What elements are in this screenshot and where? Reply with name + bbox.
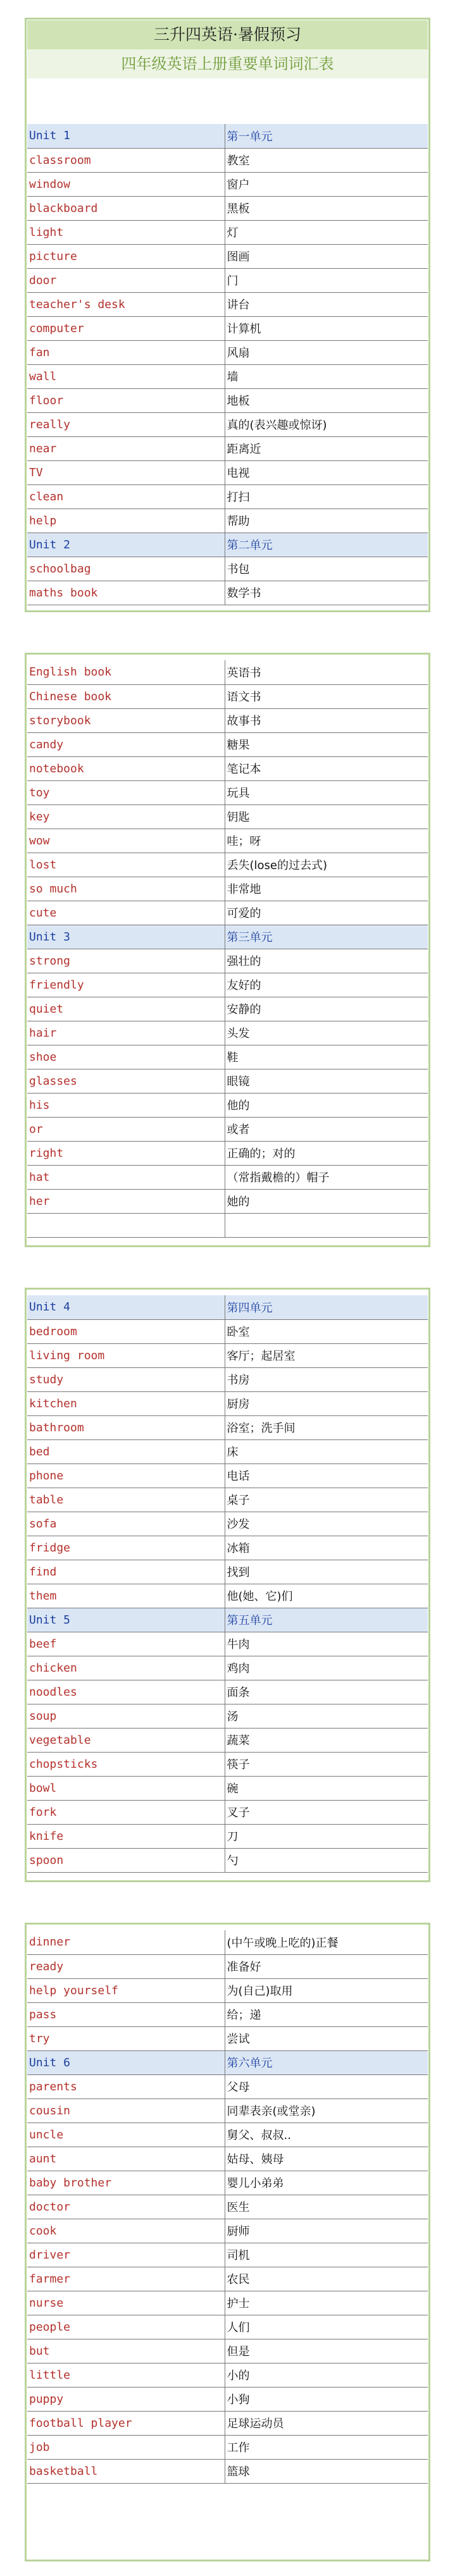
english-word: notebook (27, 756, 225, 780)
vocab-row (27, 1800, 428, 1824)
english-word: driver (27, 2243, 225, 2267)
vocab-row (27, 853, 428, 877)
vocab-row (27, 2243, 428, 2267)
english-word: cute (27, 901, 225, 925)
vocab-table (27, 124, 428, 605)
english-word: so much (27, 877, 225, 901)
english-word: wow (27, 829, 225, 853)
chinese-meaning: 蔬菜 (225, 1728, 428, 1752)
vocab-row (27, 684, 428, 708)
english-word: picture (27, 244, 225, 268)
chinese-meaning: 眼镜 (225, 1069, 428, 1093)
english-word: help (27, 508, 225, 533)
chinese-meaning: 同辈表亲(或堂亲) (225, 2098, 428, 2123)
chinese-meaning: 或者 (225, 1117, 428, 1141)
english-word: really (27, 412, 225, 436)
vocab-row (27, 2147, 428, 2171)
english-word: friendly (27, 973, 225, 997)
chinese-meaning: 他的 (225, 1093, 428, 1117)
vocab-row (27, 508, 428, 533)
vocab-row (27, 1752, 428, 1776)
vocab-row (27, 1512, 428, 1536)
english-word: bed (27, 1439, 225, 1464)
english-word: cook (27, 2219, 225, 2243)
english-word: nurse (27, 2291, 225, 2315)
chinese-meaning: 讲台 (225, 292, 428, 316)
vocab-table-wrap (27, 1930, 428, 2484)
english-word: but (27, 2339, 225, 2363)
chinese-meaning: 小的 (225, 2363, 428, 2387)
vocab-row (27, 1954, 428, 1978)
english-word: doctor (27, 2195, 225, 2219)
unit-header-row (27, 1608, 428, 1632)
chinese-meaning: 面条 (225, 1680, 428, 1704)
unit-header-row (27, 124, 428, 148)
chinese-meaning: 人们 (225, 2315, 428, 2339)
english-word: try (27, 2026, 225, 2050)
english-word: window (27, 172, 225, 196)
unit-label-chinese: 第一单元 (225, 124, 428, 148)
chinese-meaning: 刀 (225, 1824, 428, 1848)
chinese-meaning: 正确的；对的 (225, 1141, 428, 1165)
english-word: clean (27, 484, 225, 508)
vocab-row (27, 1776, 428, 1800)
vocab-row (27, 2123, 428, 2147)
vocab-row (27, 1165, 428, 1189)
vocab-row (27, 1488, 428, 1512)
english-word: key (27, 804, 225, 829)
vocab-row (27, 2435, 428, 2459)
chinese-meaning: 书房 (225, 1367, 428, 1391)
vocab-row (27, 2387, 428, 2411)
vocab-row (27, 460, 428, 484)
chinese-meaning: 足球运动员 (225, 2411, 428, 2435)
chinese-meaning: 汤 (225, 1704, 428, 1728)
chinese-meaning: 尝试 (225, 2026, 428, 2050)
vocab-row (27, 2459, 428, 2483)
vocab-row (27, 412, 428, 436)
english-word: wall (27, 364, 225, 388)
blank-row (27, 1213, 428, 1237)
page-4 (25, 1923, 430, 2561)
english-word: ready (27, 1954, 225, 1978)
vocab-row (27, 268, 428, 292)
document-subtitle: 四年级英语上册重要单词词汇表 (27, 49, 428, 78)
unit-label-chinese: 第三单元 (225, 925, 428, 949)
empty-cell (27, 1213, 225, 1237)
vocab-row (27, 2171, 428, 2195)
empty-cell (225, 1213, 428, 1237)
vocab-row (27, 1930, 428, 1954)
unit-header-row (27, 2050, 428, 2074)
vocab-row (27, 1367, 428, 1391)
unit-header-row (27, 925, 428, 949)
vocab-row (27, 732, 428, 756)
chinese-meaning: 真的(表兴趣或惊讶) (225, 412, 428, 436)
vocab-row (27, 1117, 428, 1141)
vocab-row (27, 756, 428, 780)
english-word: uncle (27, 2123, 225, 2147)
vocab-row (27, 1584, 428, 1608)
english-word: hat (27, 1165, 225, 1189)
chinese-meaning: 她的 (225, 1189, 428, 1213)
chinese-meaning: 帮助 (225, 508, 428, 533)
chinese-meaning: 碗 (225, 1776, 428, 1800)
vocab-row (27, 1021, 428, 1045)
vocab-row (27, 1415, 428, 1439)
vocab-row (27, 1391, 428, 1415)
english-word: parents (27, 2074, 225, 2098)
english-word: help yourself (27, 1978, 225, 2002)
chinese-meaning: 糖果 (225, 732, 428, 756)
english-word: phone (27, 1464, 225, 1488)
chinese-meaning: 叉子 (225, 1800, 428, 1824)
chinese-meaning: 婴儿小弟弟 (225, 2171, 428, 2195)
chinese-meaning: 风扇 (225, 340, 428, 364)
chinese-meaning: 距离近 (225, 436, 428, 460)
chinese-meaning: 电视 (225, 460, 428, 484)
chinese-meaning: 冰箱 (225, 1536, 428, 1560)
english-word: bowl (27, 1776, 225, 1800)
vocab-row (27, 2195, 428, 2219)
vocab-table-wrap (27, 124, 428, 605)
english-word: soup (27, 1704, 225, 1728)
vocab-row (27, 1439, 428, 1464)
chinese-meaning: 鞋 (225, 1045, 428, 1069)
chinese-meaning: 英语书 (225, 660, 428, 684)
vocab-row (27, 1069, 428, 1093)
vocab-row (27, 1319, 428, 1343)
chinese-meaning: 父母 (225, 2074, 428, 2098)
english-word: farmer (27, 2267, 225, 2291)
vocab-row (27, 2026, 428, 2050)
english-word: aunt (27, 2147, 225, 2171)
english-word: job (27, 2435, 225, 2459)
chinese-meaning: 医生 (225, 2195, 428, 2219)
vocab-row (27, 1978, 428, 2002)
chinese-meaning: 小狗 (225, 2387, 428, 2411)
chinese-meaning: 笔记本 (225, 756, 428, 780)
chinese-meaning: 友好的 (225, 973, 428, 997)
english-word: fan (27, 340, 225, 364)
chinese-meaning: 计算机 (225, 316, 428, 340)
vocab-row (27, 1632, 428, 1656)
english-word: door (27, 268, 225, 292)
unit-header-row (27, 1295, 428, 1319)
vocab-row (27, 997, 428, 1021)
vocab-row (27, 2074, 428, 2098)
vocab-row (27, 1680, 428, 1704)
chinese-meaning: 给；递 (225, 2002, 428, 2026)
vocab-row (27, 2267, 428, 2291)
english-word: kitchen (27, 1391, 225, 1415)
vocab-row (27, 780, 428, 804)
vocab-row (27, 2315, 428, 2339)
vocab-row (27, 804, 428, 829)
vocab-row (27, 292, 428, 316)
chinese-meaning: 门 (225, 268, 428, 292)
english-word: shoe (27, 1045, 225, 1069)
vocab-row (27, 660, 428, 684)
page-1 (25, 18, 430, 612)
english-word: right (27, 1141, 225, 1165)
vocab-row (27, 2411, 428, 2435)
vocab-table (27, 660, 428, 1238)
english-word: chopsticks (27, 1752, 225, 1776)
chinese-meaning: 窗户 (225, 172, 428, 196)
vocab-row (27, 2339, 428, 2363)
vocab-row (27, 436, 428, 460)
english-word: maths book (27, 581, 225, 605)
vocab-table (27, 1930, 428, 2484)
chinese-meaning: 非常地 (225, 877, 428, 901)
unit-label: Unit 2 (27, 533, 225, 557)
vocab-row (27, 557, 428, 581)
chinese-meaning: 强壮的 (225, 949, 428, 973)
english-word: cousin (27, 2098, 225, 2123)
chinese-meaning: 玩具 (225, 780, 428, 804)
vocab-row (27, 388, 428, 412)
chinese-meaning: 筷子 (225, 1752, 428, 1776)
english-word: vegetable (27, 1728, 225, 1752)
vocab-row (27, 484, 428, 508)
unit-label: Unit 6 (27, 2050, 225, 2074)
vocab-row (27, 148, 428, 172)
vocab-row (27, 1189, 428, 1213)
chinese-meaning: 打扫 (225, 484, 428, 508)
chinese-meaning: 教室 (225, 148, 428, 172)
vocab-row (27, 1848, 428, 1872)
english-word: TV (27, 460, 225, 484)
chinese-meaning: 司机 (225, 2243, 428, 2267)
vocab-row (27, 708, 428, 732)
english-word: Chinese book (27, 684, 225, 708)
vocab-row (27, 1824, 428, 1848)
vocab-row (27, 581, 428, 605)
vocab-row (27, 1045, 428, 1069)
chinese-meaning: 黑板 (225, 196, 428, 220)
english-word: football player (27, 2411, 225, 2435)
english-word: bathroom (27, 1415, 225, 1439)
chinese-meaning: 找到 (225, 1560, 428, 1584)
chinese-meaning: 钥匙 (225, 804, 428, 829)
english-word: strong (27, 949, 225, 973)
chinese-meaning: 厨师 (225, 2219, 428, 2243)
chinese-meaning: 农民 (225, 2267, 428, 2291)
chinese-meaning: 安静的 (225, 997, 428, 1021)
english-word: her (27, 1189, 225, 1213)
english-word: beef (27, 1632, 225, 1656)
vocab-row (27, 2291, 428, 2315)
chinese-meaning: 但是 (225, 2339, 428, 2363)
english-word: knife (27, 1824, 225, 1848)
chinese-meaning: 篮球 (225, 2459, 428, 2483)
vocab-row (27, 316, 428, 340)
vocab-row (27, 1656, 428, 1680)
chinese-meaning: 准备好 (225, 1954, 428, 1978)
chinese-meaning: 头发 (225, 1021, 428, 1045)
chinese-meaning: 沙发 (225, 1512, 428, 1536)
english-word: his (27, 1093, 225, 1117)
english-word: schoolbag (27, 557, 225, 581)
english-word: fork (27, 1800, 225, 1824)
english-word: pass (27, 2002, 225, 2026)
english-word: English book (27, 660, 225, 684)
page-3 (25, 1288, 430, 1882)
english-word: teacher's desk (27, 292, 225, 316)
chinese-meaning: （常指戴檐的）帽子 (225, 1165, 428, 1189)
english-word: fridge (27, 1536, 225, 1560)
chinese-meaning: 护士 (225, 2291, 428, 2315)
chinese-meaning: 丢失(lose的过去式) (225, 853, 428, 877)
vocab-row (27, 2002, 428, 2026)
vocab-row (27, 901, 428, 925)
vocab-row (27, 973, 428, 997)
chinese-meaning: 可爱的 (225, 901, 428, 925)
chinese-meaning: 客厅；起居室 (225, 1343, 428, 1367)
vocab-row (27, 340, 428, 364)
chinese-meaning: 哇；呀 (225, 829, 428, 853)
english-word: spoon (27, 1848, 225, 1872)
chinese-meaning: 他(她、它)们 (225, 1584, 428, 1608)
chinese-meaning: 床 (225, 1439, 428, 1464)
chinese-meaning: 墙 (225, 364, 428, 388)
english-word: computer (27, 316, 225, 340)
english-word: table (27, 1488, 225, 1512)
english-word: baby brother (27, 2171, 225, 2195)
unit-header-row (27, 533, 428, 557)
vocab-row (27, 196, 428, 220)
chinese-meaning: 浴室；洗手间 (225, 1415, 428, 1439)
vocab-row (27, 877, 428, 901)
vocab-row (27, 2219, 428, 2243)
vocab-row (27, 364, 428, 388)
unit-label-chinese: 第六单元 (225, 2050, 428, 2074)
vocab-row (27, 829, 428, 853)
chinese-meaning: 图画 (225, 244, 428, 268)
english-word: little (27, 2363, 225, 2387)
english-word: lost (27, 853, 225, 877)
chinese-meaning: 语文书 (225, 684, 428, 708)
vocab-table-wrap (27, 660, 428, 1238)
english-word: floor (27, 388, 225, 412)
chinese-meaning: 牛肉 (225, 1632, 428, 1656)
chinese-meaning: 故事书 (225, 708, 428, 732)
english-word: blackboard (27, 196, 225, 220)
english-word: near (27, 436, 225, 460)
english-word: candy (27, 732, 225, 756)
unit-label-chinese: 第五单元 (225, 1608, 428, 1632)
chinese-meaning: 鸡肉 (225, 1656, 428, 1680)
chinese-meaning: 姑母、姨母 (225, 2147, 428, 2171)
chinese-meaning: 灯 (225, 220, 428, 244)
vocab-table-wrap (27, 1295, 428, 1873)
unit-label-chinese: 第二单元 (225, 533, 428, 557)
vocab-row (27, 1728, 428, 1752)
vocab-row (27, 949, 428, 973)
english-word: quiet (27, 997, 225, 1021)
chinese-meaning: 厨房 (225, 1391, 428, 1415)
english-word: them (27, 1584, 225, 1608)
chinese-meaning: 数学书 (225, 581, 428, 605)
vocab-row (27, 1093, 428, 1117)
unit-label-chinese: 第四单元 (225, 1295, 428, 1319)
chinese-meaning: 卧室 (225, 1319, 428, 1343)
vocab-row (27, 1536, 428, 1560)
chinese-meaning: 为(自己)取用 (225, 1978, 428, 2002)
english-word: classroom (27, 148, 225, 172)
vocab-row (27, 1464, 428, 1488)
vocab-row (27, 1560, 428, 1584)
vocab-row (27, 2363, 428, 2387)
english-word: or (27, 1117, 225, 1141)
chinese-meaning: 舅父、叔叔.. (225, 2123, 428, 2147)
english-word: sofa (27, 1512, 225, 1536)
english-word: noodles (27, 1680, 225, 1704)
english-word: find (27, 1560, 225, 1584)
unit-label: Unit 4 (27, 1295, 225, 1319)
english-word: study (27, 1367, 225, 1391)
chinese-meaning: 桌子 (225, 1488, 428, 1512)
chinese-meaning: 勺 (225, 1848, 428, 1872)
unit-label: Unit 5 (27, 1608, 225, 1632)
english-word: glasses (27, 1069, 225, 1093)
english-word: chicken (27, 1656, 225, 1680)
vocab-row (27, 244, 428, 268)
english-word: bedroom (27, 1319, 225, 1343)
page-2 (25, 653, 430, 1247)
chinese-meaning: 地板 (225, 388, 428, 412)
english-word: living room (27, 1343, 225, 1367)
unit-label: Unit 1 (27, 124, 225, 148)
english-word: puppy (27, 2387, 225, 2411)
vocab-row (27, 1343, 428, 1367)
vocab-table (27, 1295, 428, 1873)
vocab-row (27, 172, 428, 196)
vocab-row (27, 1704, 428, 1728)
vocab-row (27, 1141, 428, 1165)
english-word: hair (27, 1021, 225, 1045)
chinese-meaning: 书包 (225, 557, 428, 581)
english-word: toy (27, 780, 225, 804)
document-title: 三升四英语·暑假预习 (27, 20, 428, 49)
english-word: dinner (27, 1930, 225, 1954)
english-word: people (27, 2315, 225, 2339)
vocab-row (27, 2098, 428, 2123)
vocab-row (27, 220, 428, 244)
chinese-meaning: 工作 (225, 2435, 428, 2459)
unit-label: Unit 3 (27, 925, 225, 949)
chinese-meaning: 电话 (225, 1464, 428, 1488)
english-word: basketball (27, 2459, 225, 2483)
english-word: light (27, 220, 225, 244)
english-word: storybook (27, 708, 225, 732)
chinese-meaning: (中午或晚上吃的)正餐 (225, 1930, 428, 1954)
